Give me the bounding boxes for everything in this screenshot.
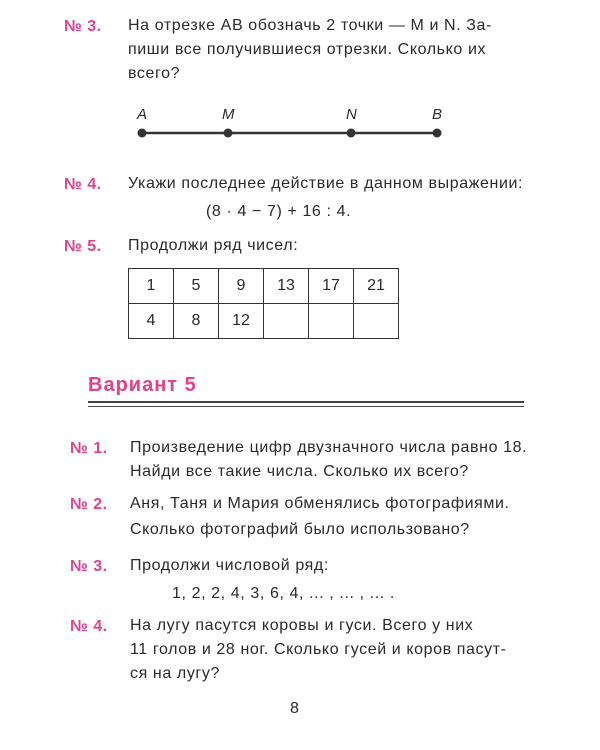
table-cell-empty	[264, 304, 309, 339]
point-a-dot	[138, 129, 147, 138]
problem-number: № 3.	[70, 558, 108, 575]
problem-number: № 1.	[70, 440, 108, 457]
table-cell: 5	[174, 269, 219, 304]
point-label-m: M	[222, 106, 235, 123]
problem-text-line: Продолжи числовой ряд:	[130, 557, 329, 574]
table-cell: 9	[219, 269, 264, 304]
point-n-dot	[347, 129, 356, 138]
problem-text-line: На лугу пасутся коровы и гуси. Всего у них	[130, 617, 474, 634]
point-b-dot	[433, 129, 442, 138]
table-cell: 13	[264, 269, 309, 304]
number-table	[128, 268, 399, 339]
heading-rule-top	[88, 401, 524, 403]
problem-text-line: Найди все такие числа. Сколько их всего?	[130, 463, 469, 480]
problem-text-line: ся на лугу?	[130, 665, 220, 682]
page-number: 8	[290, 700, 299, 717]
variant-heading: Вариант 5	[88, 374, 197, 396]
point-m-dot	[224, 129, 233, 138]
problem-text-line: Аня, Таня и Мария обменялись фотографиями.	[130, 495, 510, 512]
table-row	[129, 304, 399, 339]
segment-ab	[130, 118, 460, 148]
expression: (8 · 4 − 7) + 16 : 4.	[206, 203, 352, 220]
point-label-a: A	[137, 106, 148, 123]
problem-number: № 3.	[64, 18, 102, 35]
problem-text-line: 11 голов и 28 ног. Сколько гусей и коров пасут-	[130, 641, 507, 658]
problem-text-line: На отрезке AB обозначь 2 точки — M и N. За-	[128, 17, 492, 34]
table-cell-empty	[354, 304, 399, 339]
point-label-n: N	[346, 106, 357, 123]
problem-text-line: всего?	[128, 65, 181, 82]
problem-number: № 2.	[70, 496, 108, 513]
problem-text-line: Укажи последнее действие в данном выражении:	[128, 175, 524, 192]
heading-rule-bottom	[88, 406, 524, 407]
point-label-b: B	[432, 106, 443, 123]
table-cell: 4	[129, 304, 174, 339]
table-cell: 12	[219, 304, 264, 339]
problem-number: № 4.	[70, 618, 108, 635]
problem-text-line: Продолжи ряд чисел:	[128, 237, 299, 254]
problem-text-line: Произведение цифр двузначного числа равно 18.	[130, 439, 528, 456]
table-cell-empty	[309, 304, 354, 339]
table-cell: 1	[129, 269, 174, 304]
table-cell: 21	[354, 269, 399, 304]
table-cell: 17	[309, 269, 354, 304]
table-row	[129, 269, 399, 304]
table-cell: 8	[174, 304, 219, 339]
problem-number: № 5.	[64, 238, 102, 255]
problem-text-line: пиши все получившиеся отрезки. Сколько их	[128, 41, 487, 58]
number-sequence: 1, 2, 2, 4, 3, 6, 4, ... , ... , ... .	[172, 585, 395, 602]
problem-text-line: Сколько фотографий было использовано?	[130, 521, 470, 538]
problem-number: № 4.	[64, 176, 102, 193]
